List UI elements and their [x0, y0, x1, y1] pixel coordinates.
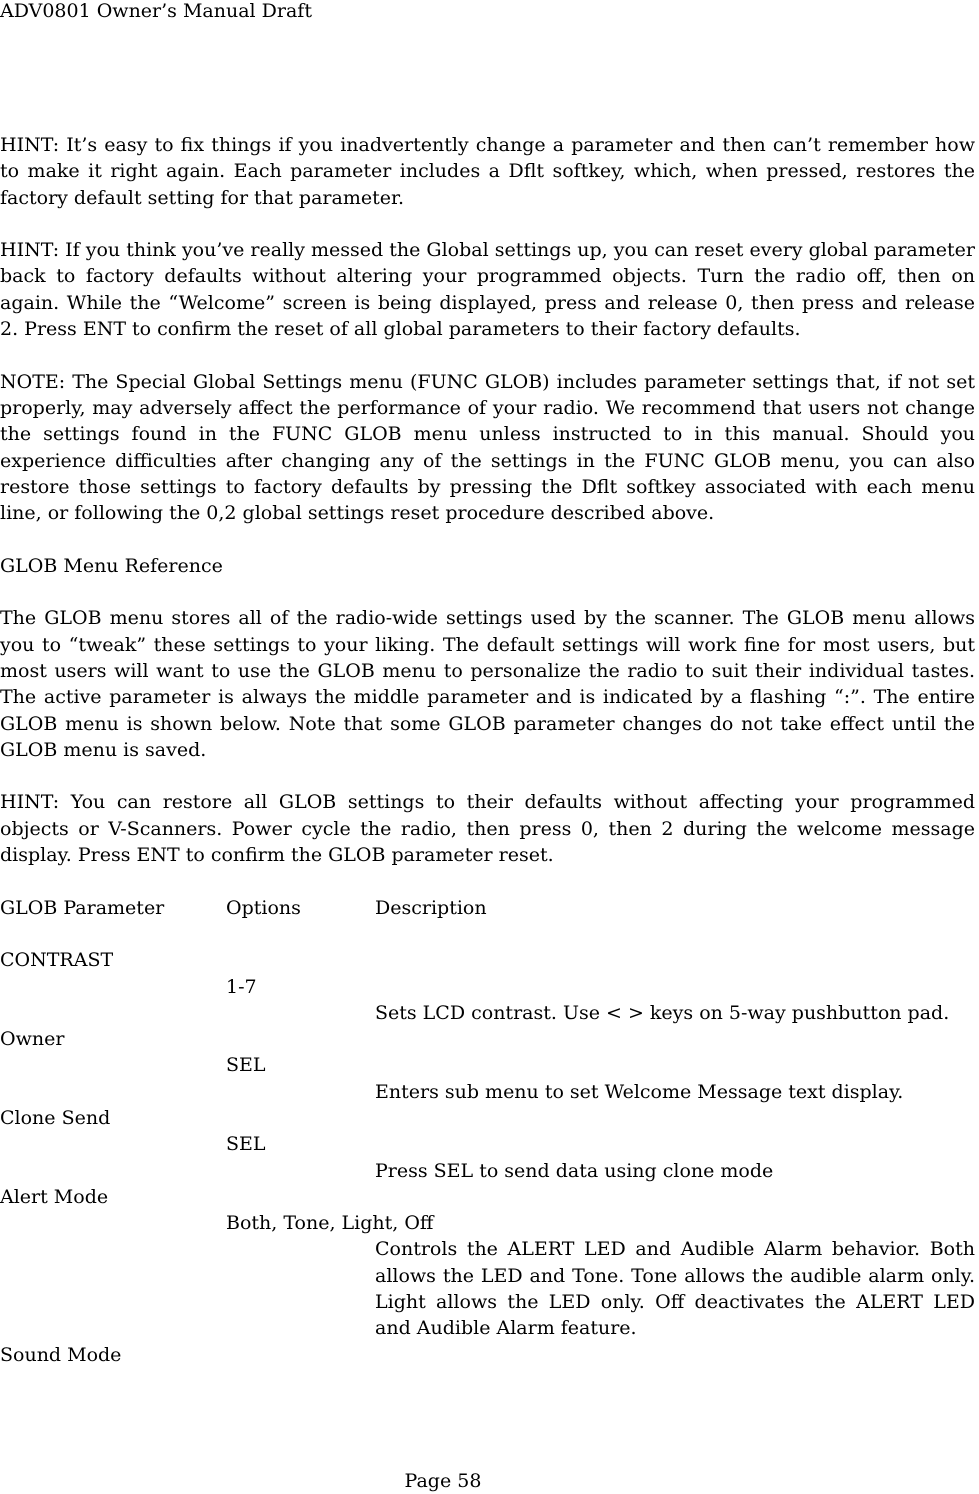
param-options: SEL	[226, 1133, 266, 1156]
table-header-row	[0, 895, 975, 921]
document-body	[0, 132, 975, 1368]
param-name: Owner	[0, 1028, 65, 1051]
table-header-parameter: GLOB Parameter	[0, 896, 165, 919]
document-header: ADV0801 Owner’s Manual Draft	[0, 0, 312, 22]
param-name: Alert Mode	[0, 1185, 109, 1208]
param-alert-mode	[0, 1184, 975, 1342]
param-clone-send	[0, 1105, 975, 1184]
param-options: SEL	[226, 1054, 266, 1077]
param-owner	[0, 1026, 975, 1105]
param-description: Controls the ALERT LED and Audible Alarm behavior. Both allows the LED and Tone. Tone allows the audible alarm only. Light allows the LED only. Off deactivates the ALERT LED and Audible Alarm feature.	[375, 1238, 975, 1340]
param-name: CONTRAST	[0, 949, 114, 972]
section-heading: GLOB Menu Reference	[0, 554, 223, 577]
glob-menu-paragraph: The GLOB menu stores all of the radio-wide settings used by the scanner. The GLOB menu allows you to “tweak” these settings to your liking. The default settings will work fine for most users, but most users will want to use the GLOB menu to personalize the radio to suit their individual tastes. The active parameter is always the middle parameter and is indicated by a flashing “:”. The entire GLOB menu is shown below. Note that some GLOB parameter changes do not take effect until the GLOB menu is saved.	[0, 607, 975, 761]
table-header-options: Options	[226, 896, 301, 919]
note-paragraph: NOTE: The Special Global Settings menu (FUNC GLOB) includes parameter settings that, if not set properly, may adversely affect the performance of your radio. We recommend that users not change the settings found in the FUNC GLOB menu unless instructed to in this manual. Should you experience difficulties after changing any of the settings in the FUNC GLOB menu, you can also restore those settings to factory defaults by pressing the Dflt softkey associated with each menu line, or following the 0,2 global settings reset procedure described above.	[0, 370, 975, 525]
param-options: 1-7	[226, 975, 257, 998]
param-name: Clone Send	[0, 1106, 111, 1129]
hint-paragraph-dflt: HINT: It’s easy to fix things if you inadvertently change a parameter and then can’t remember how to make it right again. Each parameter includes a Dflt softkey, which, when pressed, restores the factory default setting for that parameter.	[0, 134, 975, 209]
page-number: Page 58	[404, 1470, 482, 1492]
hint-paragraph-reset: HINT: If you think you’ve really messed the Global settings up, you can reset every global parameter back to factory defaults without altering your programmed objects. Turn the radio off, then on again. While the “Welcome” screen is being displayed, press and release 0, then press and release 2. Press ENT to confirm the reset of all global parameters to their factory defaults.	[0, 239, 975, 341]
table-header-description: Description	[375, 896, 487, 919]
param-description: Sets LCD contrast. Use < > keys on 5-way pushbutton pad.	[375, 1001, 950, 1024]
param-description: Enters sub menu to set Welcome Message text display.	[375, 1080, 904, 1103]
param-options: Both, Tone, Light, Off	[226, 1212, 434, 1235]
param-contrast	[0, 947, 975, 1026]
param-description: Press SEL to send data using clone mode	[375, 1159, 774, 1182]
hint-paragraph-glob-reset: HINT: You can restore all GLOB settings to their defaults without affecting your programmed objects or V-Scanners. Power cycle the radio, then press 0, then 2 during the welcome message display. Press ENT to confirm the GLOB parameter reset.	[0, 791, 975, 867]
param-name: Sound Mode	[0, 1343, 122, 1366]
param-sound-mode	[0, 1342, 975, 1368]
